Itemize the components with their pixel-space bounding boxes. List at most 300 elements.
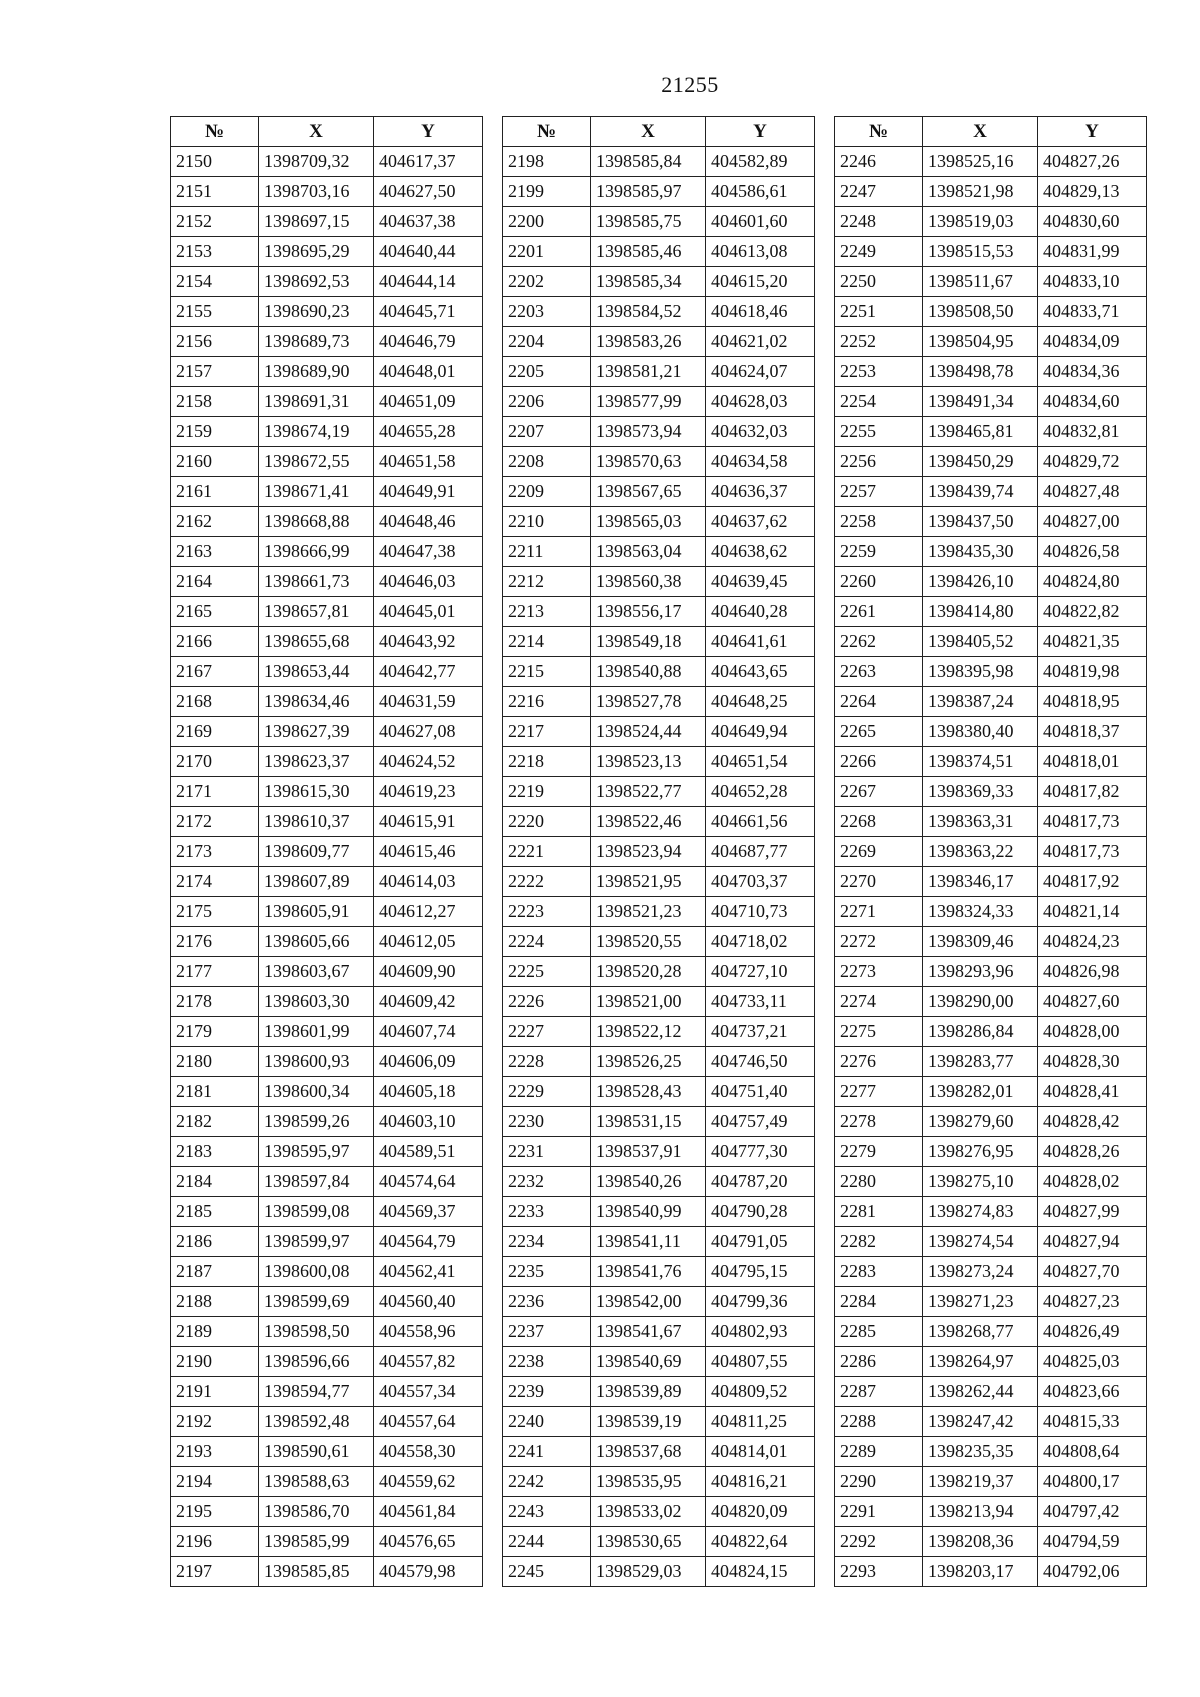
y-coordinate-cell: 404609,42 [374, 987, 483, 1017]
y-coordinate-cell: 404649,94 [706, 717, 815, 747]
table-row [503, 1107, 815, 1137]
x-coordinate-cell: 1398387,24 [923, 687, 1038, 717]
table-row [503, 447, 815, 477]
x-coordinate-cell: 1398599,69 [259, 1287, 374, 1317]
point-number-cell: 2262 [835, 627, 923, 657]
table-row [503, 477, 815, 507]
point-number-cell: 2251 [835, 297, 923, 327]
table-row [171, 1497, 483, 1527]
point-number-cell: 2280 [835, 1167, 923, 1197]
y-coordinate-cell: 404558,96 [374, 1317, 483, 1347]
point-number-cell: 2241 [503, 1437, 591, 1467]
table-row [171, 777, 483, 807]
y-coordinate-cell: 404819,98 [1038, 657, 1147, 687]
y-coordinate-cell: 404828,02 [1038, 1167, 1147, 1197]
point-number-cell: 2156 [171, 327, 259, 357]
table-row [503, 1317, 815, 1347]
point-number-cell: 2216 [503, 687, 591, 717]
table-row [835, 597, 1147, 627]
table-row [171, 687, 483, 717]
x-coordinate-cell: 1398521,00 [591, 987, 706, 1017]
point-number-cell: 2277 [835, 1077, 923, 1107]
x-coordinate-cell: 1398540,88 [591, 657, 706, 687]
y-coordinate-cell: 404632,03 [706, 417, 815, 447]
table-row [835, 1017, 1147, 1047]
x-coordinate-cell: 1398540,26 [591, 1167, 706, 1197]
point-number-cell: 2260 [835, 567, 923, 597]
point-number-cell: 2163 [171, 537, 259, 567]
point-number-cell: 2242 [503, 1467, 591, 1497]
x-coordinate-cell: 1398530,65 [591, 1527, 706, 1557]
point-number-cell: 2264 [835, 687, 923, 717]
x-coordinate-cell: 1398540,69 [591, 1347, 706, 1377]
x-coordinate-cell: 1398283,77 [923, 1047, 1038, 1077]
y-coordinate-cell: 404646,03 [374, 567, 483, 597]
y-coordinate-cell: 404643,65 [706, 657, 815, 687]
x-coordinate-cell: 1398567,65 [591, 477, 706, 507]
point-number-cell: 2225 [503, 957, 591, 987]
x-coordinate-cell: 1398585,46 [591, 237, 706, 267]
x-coordinate-cell: 1398363,31 [923, 807, 1038, 837]
x-coordinate-cell: 1398437,50 [923, 507, 1038, 537]
point-number-cell: 2221 [503, 837, 591, 867]
y-coordinate-cell: 404828,42 [1038, 1107, 1147, 1137]
x-coordinate-cell: 1398279,60 [923, 1107, 1038, 1137]
x-coordinate-cell: 1398691,31 [259, 387, 374, 417]
table-row [503, 177, 815, 207]
point-number-cell: 2228 [503, 1047, 591, 1077]
table-row [835, 387, 1147, 417]
point-number-cell: 2196 [171, 1527, 259, 1557]
x-coordinate-cell: 1398585,99 [259, 1527, 374, 1557]
point-number-cell: 2222 [503, 867, 591, 897]
x-coordinate-cell: 1398605,91 [259, 897, 374, 927]
x-coordinate-cell: 1398588,63 [259, 1467, 374, 1497]
x-coordinate-cell: 1398634,46 [259, 687, 374, 717]
point-number-cell: 2200 [503, 207, 591, 237]
x-coordinate-cell: 1398346,17 [923, 867, 1038, 897]
y-coordinate-cell: 404651,54 [706, 747, 815, 777]
table-row [835, 1467, 1147, 1497]
y-coordinate-cell: 404561,84 [374, 1497, 483, 1527]
x-coordinate-cell: 1398271,23 [923, 1287, 1038, 1317]
y-coordinate-cell: 404640,28 [706, 597, 815, 627]
y-coordinate-cell: 404639,45 [706, 567, 815, 597]
x-coordinate-cell: 1398666,99 [259, 537, 374, 567]
point-number-cell: 2268 [835, 807, 923, 837]
x-coordinate-cell: 1398615,30 [259, 777, 374, 807]
table-row [503, 777, 815, 807]
table-row [835, 837, 1147, 867]
table-row [171, 357, 483, 387]
table-row [171, 597, 483, 627]
x-coordinate-cell: 1398542,00 [591, 1287, 706, 1317]
point-number-cell: 2179 [171, 1017, 259, 1047]
y-coordinate-cell: 404640,44 [374, 237, 483, 267]
y-coordinate-cell: 404787,20 [706, 1167, 815, 1197]
table-row [835, 147, 1147, 177]
header-y: Y [374, 117, 483, 147]
x-coordinate-cell: 1398282,01 [923, 1077, 1038, 1107]
y-coordinate-cell: 404808,64 [1038, 1437, 1147, 1467]
x-coordinate-cell: 1398539,89 [591, 1377, 706, 1407]
y-coordinate-cell: 404827,60 [1038, 987, 1147, 1017]
x-coordinate-cell: 1398395,98 [923, 657, 1038, 687]
y-coordinate-cell: 404617,37 [374, 147, 483, 177]
x-coordinate-cell: 1398657,81 [259, 597, 374, 627]
point-number-cell: 2197 [171, 1557, 259, 1587]
y-coordinate-cell: 404648,01 [374, 357, 483, 387]
point-number-cell: 2219 [503, 777, 591, 807]
header-x: X [923, 117, 1038, 147]
table-row [171, 867, 483, 897]
point-number-cell: 2201 [503, 237, 591, 267]
point-number-cell: 2199 [503, 177, 591, 207]
y-coordinate-cell: 404834,36 [1038, 357, 1147, 387]
table-row [503, 837, 815, 867]
x-coordinate-cell: 1398465,81 [923, 417, 1038, 447]
table-row [503, 1077, 815, 1107]
table-row [171, 1167, 483, 1197]
table-row [835, 507, 1147, 537]
table-row [835, 927, 1147, 957]
x-coordinate-cell: 1398235,35 [923, 1437, 1038, 1467]
x-coordinate-cell: 1398539,19 [591, 1407, 706, 1437]
y-coordinate-cell: 404655,28 [374, 417, 483, 447]
x-coordinate-cell: 1398709,32 [259, 147, 374, 177]
y-coordinate-cell: 404646,79 [374, 327, 483, 357]
point-number-cell: 2167 [171, 657, 259, 687]
x-coordinate-cell: 1398286,84 [923, 1017, 1038, 1047]
y-coordinate-cell: 404710,73 [706, 897, 815, 927]
y-coordinate-cell: 404703,37 [706, 867, 815, 897]
table-row [835, 237, 1147, 267]
table-row [171, 327, 483, 357]
y-coordinate-cell: 404624,52 [374, 747, 483, 777]
y-coordinate-cell: 404642,77 [374, 657, 483, 687]
y-coordinate-cell: 404586,61 [706, 177, 815, 207]
point-number-cell: 2223 [503, 897, 591, 927]
x-coordinate-cell: 1398601,99 [259, 1017, 374, 1047]
y-coordinate-cell: 404824,15 [706, 1557, 815, 1587]
x-coordinate-cell: 1398598,50 [259, 1317, 374, 1347]
y-coordinate-cell: 404792,06 [1038, 1557, 1147, 1587]
table-row [171, 1317, 483, 1347]
x-coordinate-cell: 1398599,97 [259, 1227, 374, 1257]
x-coordinate-cell: 1398655,68 [259, 627, 374, 657]
table-row [503, 147, 815, 177]
y-coordinate-cell: 404557,64 [374, 1407, 483, 1437]
x-coordinate-cell: 1398541,67 [591, 1317, 706, 1347]
x-coordinate-cell: 1398374,51 [923, 747, 1038, 777]
table-row [835, 1077, 1147, 1107]
y-coordinate-cell: 404816,21 [706, 1467, 815, 1497]
y-coordinate-cell: 404636,37 [706, 477, 815, 507]
point-number-cell: 2190 [171, 1347, 259, 1377]
y-coordinate-cell: 404777,30 [706, 1137, 815, 1167]
y-coordinate-cell: 404606,09 [374, 1047, 483, 1077]
x-coordinate-cell: 1398594,77 [259, 1377, 374, 1407]
table-row [503, 1497, 815, 1527]
point-number-cell: 2276 [835, 1047, 923, 1077]
point-number-cell: 2285 [835, 1317, 923, 1347]
y-coordinate-cell: 404817,73 [1038, 837, 1147, 867]
x-coordinate-cell: 1398515,53 [923, 237, 1038, 267]
table-row [171, 717, 483, 747]
x-coordinate-cell: 1398668,88 [259, 507, 374, 537]
table-row [171, 957, 483, 987]
point-number-cell: 2184 [171, 1167, 259, 1197]
table-row [835, 807, 1147, 837]
point-number-cell: 2248 [835, 207, 923, 237]
y-coordinate-cell: 404612,27 [374, 897, 483, 927]
x-coordinate-cell: 1398511,67 [923, 267, 1038, 297]
y-coordinate-cell: 404826,58 [1038, 537, 1147, 567]
y-coordinate-cell: 404733,11 [706, 987, 815, 1017]
y-coordinate-cell: 404737,21 [706, 1017, 815, 1047]
y-coordinate-cell: 404807,55 [706, 1347, 815, 1377]
y-coordinate-cell: 404634,58 [706, 447, 815, 477]
point-number-cell: 2175 [171, 897, 259, 927]
x-coordinate-cell: 1398531,15 [591, 1107, 706, 1137]
x-coordinate-cell: 1398309,46 [923, 927, 1038, 957]
table-row [503, 1137, 815, 1167]
point-number-cell: 2250 [835, 267, 923, 297]
x-coordinate-cell: 1398671,41 [259, 477, 374, 507]
table-row [835, 1407, 1147, 1437]
x-coordinate-cell: 1398523,94 [591, 837, 706, 867]
table-row [835, 1317, 1147, 1347]
y-coordinate-cell: 404648,25 [706, 687, 815, 717]
y-coordinate-cell: 404821,35 [1038, 627, 1147, 657]
x-coordinate-cell: 1398560,38 [591, 567, 706, 597]
y-coordinate-cell: 404833,10 [1038, 267, 1147, 297]
x-coordinate-cell: 1398605,66 [259, 927, 374, 957]
y-coordinate-cell: 404718,02 [706, 927, 815, 957]
table-row [171, 987, 483, 1017]
x-coordinate-cell: 1398491,34 [923, 387, 1038, 417]
y-coordinate-cell: 404827,23 [1038, 1287, 1147, 1317]
x-coordinate-cell: 1398247,42 [923, 1407, 1038, 1437]
y-coordinate-cell: 404651,09 [374, 387, 483, 417]
table-row [171, 897, 483, 927]
x-coordinate-cell: 1398585,84 [591, 147, 706, 177]
point-number-cell: 2180 [171, 1047, 259, 1077]
y-coordinate-cell: 404631,59 [374, 687, 483, 717]
table-row [503, 1347, 815, 1377]
x-coordinate-cell: 1398219,37 [923, 1467, 1038, 1497]
y-coordinate-cell: 404618,46 [706, 297, 815, 327]
x-coordinate-cell: 1398523,13 [591, 747, 706, 777]
point-number-cell: 2275 [835, 1017, 923, 1047]
table-row [835, 1107, 1147, 1137]
x-coordinate-cell: 1398690,23 [259, 297, 374, 327]
point-number-cell: 2226 [503, 987, 591, 1017]
table-row [171, 507, 483, 537]
point-number-cell: 2183 [171, 1137, 259, 1167]
x-coordinate-cell: 1398262,44 [923, 1377, 1038, 1407]
x-coordinate-cell: 1398661,73 [259, 567, 374, 597]
table-row [171, 477, 483, 507]
y-coordinate-cell: 404828,26 [1038, 1137, 1147, 1167]
table-row [503, 267, 815, 297]
point-number-cell: 2217 [503, 717, 591, 747]
table-row [835, 687, 1147, 717]
point-number-cell: 2283 [835, 1257, 923, 1287]
x-coordinate-cell: 1398627,39 [259, 717, 374, 747]
point-number-cell: 2177 [171, 957, 259, 987]
point-number-cell: 2164 [171, 567, 259, 597]
table-row [171, 1257, 483, 1287]
y-coordinate-cell: 404627,08 [374, 717, 483, 747]
point-number-cell: 2293 [835, 1557, 923, 1587]
table-row [503, 1527, 815, 1557]
point-number-cell: 2188 [171, 1287, 259, 1317]
table-row [503, 657, 815, 687]
y-coordinate-cell: 404814,01 [706, 1437, 815, 1467]
point-number-cell: 2150 [171, 147, 259, 177]
table-row [835, 477, 1147, 507]
x-coordinate-cell: 1398583,26 [591, 327, 706, 357]
x-coordinate-cell: 1398275,10 [923, 1167, 1038, 1197]
x-coordinate-cell: 1398585,97 [591, 177, 706, 207]
point-number-cell: 2273 [835, 957, 923, 987]
point-number-cell: 2245 [503, 1557, 591, 1587]
y-coordinate-cell: 404828,00 [1038, 1017, 1147, 1047]
table-row [503, 1377, 815, 1407]
table-row [835, 627, 1147, 657]
x-coordinate-cell: 1398537,91 [591, 1137, 706, 1167]
point-number-cell: 2249 [835, 237, 923, 267]
y-coordinate-cell: 404621,02 [706, 327, 815, 357]
point-number-cell: 2286 [835, 1347, 923, 1377]
point-number-cell: 2290 [835, 1467, 923, 1497]
point-number-cell: 2279 [835, 1137, 923, 1167]
point-number-cell: 2182 [171, 1107, 259, 1137]
y-coordinate-cell: 404790,28 [706, 1197, 815, 1227]
table-row [171, 237, 483, 267]
y-coordinate-cell: 404651,58 [374, 447, 483, 477]
point-number-cell: 2202 [503, 267, 591, 297]
point-number-cell: 2206 [503, 387, 591, 417]
point-number-cell: 2211 [503, 537, 591, 567]
table-row [171, 207, 483, 237]
x-coordinate-cell: 1398405,52 [923, 627, 1038, 657]
table-row [171, 1347, 483, 1377]
x-coordinate-cell: 1398541,11 [591, 1227, 706, 1257]
y-coordinate-cell: 404624,07 [706, 357, 815, 387]
table-row [503, 957, 815, 987]
coordinate-table-3 [834, 116, 1147, 1587]
point-number-cell: 2256 [835, 447, 923, 477]
point-number-cell: 2210 [503, 507, 591, 537]
x-coordinate-cell: 1398600,34 [259, 1077, 374, 1107]
table-row [503, 1197, 815, 1227]
x-coordinate-cell: 1398603,30 [259, 987, 374, 1017]
point-number-cell: 2236 [503, 1287, 591, 1317]
header-x: X [591, 117, 706, 147]
table-row [835, 1287, 1147, 1317]
x-coordinate-cell: 1398556,17 [591, 597, 706, 627]
y-coordinate-cell: 404822,64 [706, 1527, 815, 1557]
table-row [835, 747, 1147, 777]
point-number-cell: 2237 [503, 1317, 591, 1347]
y-coordinate-cell: 404628,03 [706, 387, 815, 417]
y-coordinate-cell: 404648,46 [374, 507, 483, 537]
y-coordinate-cell: 404818,01 [1038, 747, 1147, 777]
point-number-cell: 2252 [835, 327, 923, 357]
x-coordinate-cell: 1398274,54 [923, 1227, 1038, 1257]
y-coordinate-cell: 404826,49 [1038, 1317, 1147, 1347]
x-coordinate-cell: 1398585,34 [591, 267, 706, 297]
table-row [171, 1557, 483, 1587]
y-coordinate-cell: 404830,60 [1038, 207, 1147, 237]
table-row [171, 1467, 483, 1497]
y-coordinate-cell: 404824,80 [1038, 567, 1147, 597]
table-row [171, 567, 483, 597]
table-row [171, 537, 483, 567]
y-coordinate-cell: 404817,82 [1038, 777, 1147, 807]
point-number-cell: 2272 [835, 927, 923, 957]
y-coordinate-cell: 404649,91 [374, 477, 483, 507]
x-coordinate-cell: 1398549,18 [591, 627, 706, 657]
y-coordinate-cell: 404809,52 [706, 1377, 815, 1407]
x-coordinate-cell: 1398274,83 [923, 1197, 1038, 1227]
table-row [503, 717, 815, 747]
y-coordinate-cell: 404614,03 [374, 867, 483, 897]
table-row [171, 267, 483, 297]
table-row [171, 1017, 483, 1047]
point-number-cell: 2240 [503, 1407, 591, 1437]
point-number-cell: 2193 [171, 1437, 259, 1467]
table-row [835, 957, 1147, 987]
x-coordinate-cell: 1398610,37 [259, 807, 374, 837]
table-row [171, 747, 483, 777]
x-coordinate-cell: 1398581,21 [591, 357, 706, 387]
point-number-cell: 2220 [503, 807, 591, 837]
y-coordinate-cell: 404615,20 [706, 267, 815, 297]
table-row [835, 417, 1147, 447]
point-number-cell: 2215 [503, 657, 591, 687]
point-number-cell: 2234 [503, 1227, 591, 1257]
y-coordinate-cell: 404557,82 [374, 1347, 483, 1377]
point-number-cell: 2253 [835, 357, 923, 387]
table-row [835, 987, 1147, 1017]
table-row [835, 1197, 1147, 1227]
y-coordinate-cell: 404811,25 [706, 1407, 815, 1437]
x-coordinate-cell: 1398525,16 [923, 147, 1038, 177]
header-y: Y [706, 117, 815, 147]
y-coordinate-cell: 404815,33 [1038, 1407, 1147, 1437]
x-coordinate-cell: 1398439,74 [923, 477, 1038, 507]
point-number-cell: 2189 [171, 1317, 259, 1347]
page-number: 21255 [661, 72, 719, 97]
y-coordinate-cell: 404818,37 [1038, 717, 1147, 747]
table-row [503, 1047, 815, 1077]
y-coordinate-cell: 404603,10 [374, 1107, 483, 1137]
table-row [171, 627, 483, 657]
y-coordinate-cell: 404827,26 [1038, 147, 1147, 177]
point-number-cell: 2160 [171, 447, 259, 477]
y-coordinate-cell: 404574,64 [374, 1167, 483, 1197]
table-row [835, 897, 1147, 927]
y-coordinate-cell: 404637,62 [706, 507, 815, 537]
x-coordinate-cell: 1398586,70 [259, 1497, 374, 1527]
point-number-cell: 2194 [171, 1467, 259, 1497]
table-row [503, 1017, 815, 1047]
y-coordinate-cell: 404652,28 [706, 777, 815, 807]
table-row [835, 1347, 1147, 1377]
